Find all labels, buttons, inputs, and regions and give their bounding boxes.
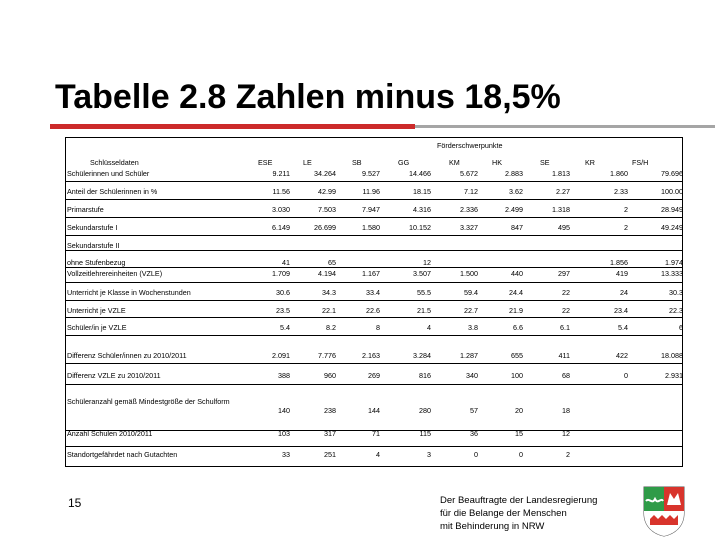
table-cell: 28.949 [661,205,683,214]
table-cell: 22.6 [366,306,380,315]
table-cell: 10.152 [409,223,431,232]
table-cell: 6.149 [272,223,290,232]
table-cell: 13.333 [661,269,683,278]
table-row [66,425,682,443]
column-header: SB [352,158,362,167]
slide-title: Tabelle 2.8 Zahlen minus 18,5% [55,78,561,116]
table-cell: 2 [624,205,628,214]
table-cell: 3.030 [272,205,290,214]
table-cell: 0 [519,450,523,459]
footer-text [440,494,597,533]
table-row [66,219,682,237]
table-cell: 9.211 [272,169,290,178]
table-cell: 22 [562,288,570,297]
table-cell: 2.27 [556,187,570,196]
table-cell: 71 [372,429,380,438]
row-label: Differenz VZLE zu 2010/2011 [67,371,161,380]
table-cell: 238 [324,406,336,415]
table-row [66,284,682,302]
table-cell: 2.499 [505,205,523,214]
table-cell: 1.709 [272,269,290,278]
group-header: Förderschwerpunkte [437,141,503,150]
table-cell: 18.088 [661,351,683,360]
table-cell: 2.336 [460,205,478,214]
table-cell: 2.163 [362,351,380,360]
table-cell: 1.974 [665,258,683,267]
table-cell: 30.6 [276,288,290,297]
table-cell: 20 [515,406,523,415]
row-label: Sekundarstufe II [67,241,120,250]
table-cell: 4.194 [318,269,336,278]
table-cell: 33 [282,450,290,459]
table-cell: 297 [558,269,570,278]
table-cell: 1.167 [362,269,380,278]
table-cell: 24.4 [509,288,523,297]
table-cell: 115 [419,429,431,438]
table-cell: 2.883 [505,169,523,178]
table-cell: 7.12 [464,187,478,196]
table-cell: 816 [419,371,431,380]
table-cell: 103 [278,429,290,438]
column-header: GG [398,158,410,167]
table-cell: 22.1 [322,306,336,315]
table-cell: 33.4 [366,288,380,297]
column-header: FS/H [632,158,649,167]
table-cell: 5.4 [280,323,290,332]
table-cell: 7.947 [362,205,380,214]
table-cell: 6.1 [560,323,570,332]
table-cell: 269 [368,371,380,380]
key-header: Schlüsseldaten [90,158,139,167]
table-cell: 4 [376,450,380,459]
table-cell: 3.284 [413,351,431,360]
table-cell: 495 [558,223,570,232]
table-cell: 280 [419,406,431,415]
table-cell: 419 [616,269,628,278]
table-cell: 59.4 [464,288,478,297]
page-number: 15 [68,496,82,510]
table-cell: 1.856 [610,258,628,267]
table-cell: 440 [511,269,523,278]
table-cell: 11.56 [272,187,290,196]
table-cell: 4.316 [413,205,431,214]
table-cell: 23.5 [276,306,290,315]
table-cell: 23.4 [614,306,628,315]
table-cell: 100 [511,371,523,380]
column-header: SE [540,158,550,167]
table-cell: 12 [423,258,431,267]
table-cell: 55.5 [417,288,431,297]
table-cell: 1.813 [552,169,570,178]
table-cell: 6 [679,323,683,332]
footer-line: für die Belange der Menschen [440,508,567,519]
table-cell: 68 [562,371,570,380]
table-cell: 2.091 [272,351,290,360]
table-cell: 49.249 [661,223,683,232]
row-label: Schüler/in je VZLE [67,323,127,332]
table-cell: 7.776 [318,351,336,360]
table-row [66,319,682,337]
table-row [66,446,682,464]
table-cell: 0 [474,450,478,459]
table-cell: 317 [324,429,336,438]
nrw-coat-of-arms-icon [640,485,688,537]
table-cell: 3 [427,450,431,459]
table-row [66,237,682,255]
table-cell: 21.5 [417,306,431,315]
table-cell: 2 [566,450,570,459]
table-cell: 18 [562,406,570,415]
footer-line: Der Beauftragte der Landesregierung [440,495,598,506]
footer-line: mit Behinderung in NRW [440,521,545,532]
table-cell: 11.96 [362,187,380,196]
table-cell: 960 [324,371,336,380]
table-cell: 9.527 [362,169,380,178]
table-cell: 65 [328,258,336,267]
title-rule-red [50,124,415,129]
table-cell: 15 [515,429,523,438]
row-label: Standortgefährdet nach Gutachten [67,450,178,459]
table-cell: 251 [324,450,336,459]
table-cell: 100.00 [661,187,683,196]
table-cell: 2 [624,223,628,232]
row-label: Anzahl Schulen 2010/2011 [67,429,153,438]
table-row [66,367,682,385]
table-cell: 0 [624,371,628,380]
table-row [66,397,682,420]
table-cell: 3.8 [468,323,478,332]
table-cell: 41 [282,258,290,267]
table-cell: 140 [278,406,290,415]
table-cell: 4 [427,323,431,332]
table-cell: 22 [562,306,570,315]
table-cell: 18.15 [413,187,431,196]
row-label: Schülerinnen und Schüler [67,169,150,178]
table-cell: 144 [368,406,380,415]
table-cell: 847 [511,223,523,232]
table-cell: 1.580 [362,223,380,232]
table-cell: 21.9 [509,306,523,315]
table-cell: 12 [562,429,570,438]
table-cell: 34.264 [314,169,336,178]
column-header: ESE [258,158,273,167]
table-cell: 3.327 [460,223,478,232]
row-label: Unterricht je VZLE [67,306,126,315]
table-cell: 388 [278,371,290,380]
column-header: LE [303,158,312,167]
table-row [66,201,682,219]
table-cell: 22.7 [464,306,478,315]
table-row [66,165,682,183]
table-cell: 1.287 [460,351,478,360]
table-cell: 1.860 [610,169,628,178]
table-cell: 8 [376,323,380,332]
table-row [66,302,682,320]
table-cell: 8.2 [326,323,336,332]
table-cell: 24 [620,288,628,297]
table-cell: 2.931 [665,371,683,380]
column-header: KR [585,158,595,167]
row-label: Sekundarstufe I [67,223,118,232]
table-cell: 2.33 [614,187,628,196]
row-label: Differenz Schüler/innen zu 2010/2011 [67,351,187,360]
table-cell: 5.672 [460,169,478,178]
table-cell: 26.699 [314,223,336,232]
table-cell: 22.3 [669,306,683,315]
table-cell: 36 [470,429,478,438]
table-cell: 5.4 [618,323,628,332]
table-cell: 30.3 [669,288,683,297]
table-row [66,265,682,283]
table-cell: 340 [466,371,478,380]
row-label: Unterricht je Klasse in Wochenstunden [67,288,191,297]
row-label: Anteil der Schülerinnen in % [67,187,158,196]
table-cell: 1.500 [460,269,478,278]
column-header: KM [449,158,460,167]
table-row [66,347,682,365]
row-label: ohne Stufenbezug [67,258,126,267]
table-cell: 3.507 [413,269,431,278]
table-cell: 34.3 [322,288,336,297]
table-cell: 1.318 [552,205,570,214]
table-cell: 79.696 [661,169,683,178]
row-label: Schüleranzahl gemäß Mindestgröße der Schulform [67,397,230,406]
table-cell: 7.503 [318,205,336,214]
table-cell: 655 [511,351,523,360]
table-cell: 411 [558,351,570,360]
row-label: Vollzeitlehrereinheiten (VZLE) [67,269,163,278]
table-cell: 6.6 [513,323,523,332]
row-label: Primarstufe [67,205,104,214]
table-cell: 14.466 [409,169,431,178]
table-cell: 422 [616,351,628,360]
table-cell: 3.62 [509,187,523,196]
column-header: HK [492,158,502,167]
table-cell: 57 [470,406,478,415]
table-row [66,183,682,201]
table-cell: 42.99 [318,187,336,196]
